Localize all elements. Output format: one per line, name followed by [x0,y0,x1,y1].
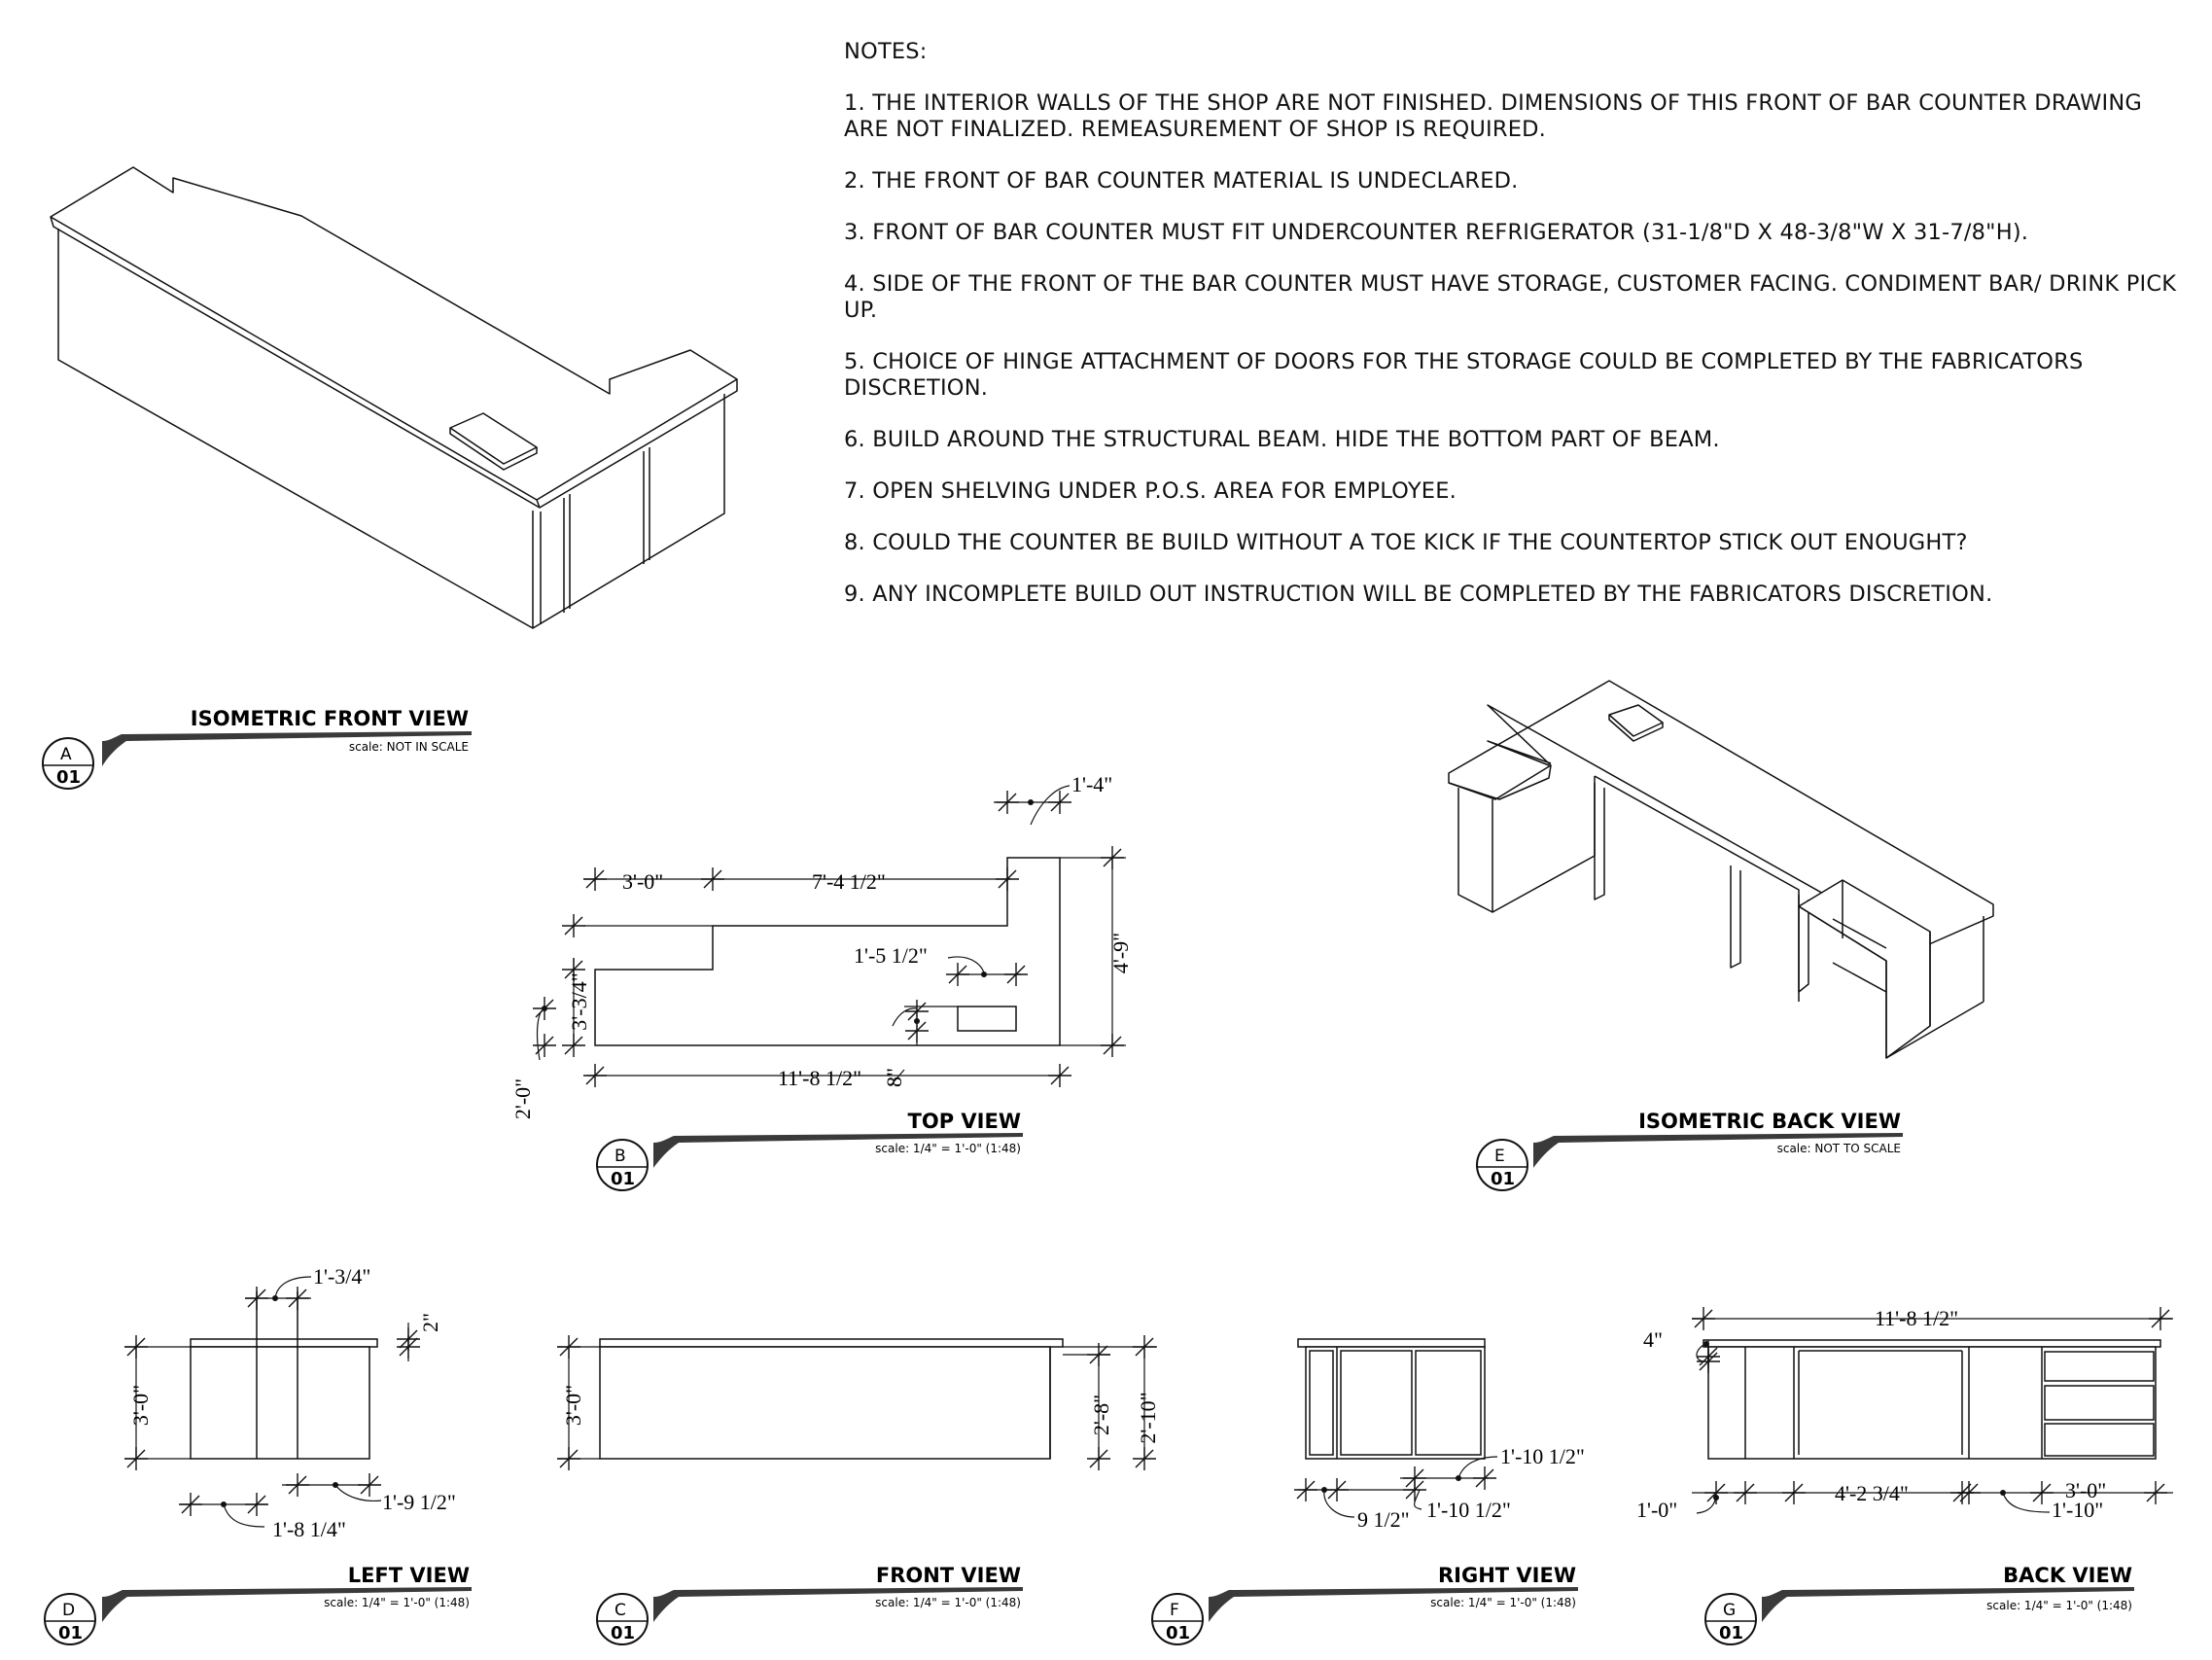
note-2: 2. THE FRONT OF BAR COUNTER MATERIAL IS UNDECLARED. [844,168,1519,194]
top-number: 01 [611,1169,636,1189]
notes-title: NOTES: [844,39,928,64]
note-8: 8. COULD THE COUNTER BE BUILD WITHOUT A TOE KICK IF THE COUNTERTOP STICK OUT ENOUGHT? [844,530,1968,555]
top-dim-4-9: 4'-9" [1108,932,1133,974]
title-block-top [597,1110,1023,1190]
front-scale: scale: 1/4" = 1'-0" (1:48) [875,1596,1021,1609]
isometric-back-drawing [1449,681,1993,1058]
left-scale: scale: 1/4" = 1'-0" (1:48) [324,1596,470,1609]
title-block-left [45,1564,472,1644]
top-dim-1-5: 1'-5 1/2" [854,943,928,968]
left-dim-2: 2" [418,1313,442,1332]
left-dim-1-8: 1'-8 1/4" [272,1517,346,1541]
back-dim-11-8: 11'-8 1/2" [1875,1306,1959,1330]
note-9: 9. ANY INCOMPLETE BUILD OUT INSTRUCTION WILL BE COMPLETED BY THE FABRICATORS DISCRETION. [844,582,1993,607]
front-view-drawing [557,1339,1157,1459]
iso-front-letter: A [60,745,72,764]
front-number: 01 [611,1623,636,1643]
front-title: FRONT VIEW [875,1564,1021,1587]
top-dim-7-4: 7'-4 1/2" [812,869,886,894]
top-dim-3-34: 3'-3/4" [567,972,591,1031]
note-3: 3. FRONT OF BAR COUNTER MUST FIT UNDERCOUNTER REFRIGERATOR (31-1/8"D X 48-3/8"W X 31-7/8"H). [844,220,2029,245]
title-block-iso-back [1477,1110,1903,1190]
right-dim-1-10b: 1'-10 1/2" [1426,1498,1511,1522]
top-scale: scale: 1/4" = 1'-0" (1:48) [875,1142,1021,1155]
front-dim-2-8: 2'-8" [1089,1394,1113,1436]
title-block-front [597,1564,1023,1644]
back-dim-4-2: 4'-2 3/4" [1835,1481,1909,1505]
top-title: TOP VIEW [907,1110,1021,1133]
top-dim-8: 8" [882,1068,906,1087]
iso-back-number: 01 [1491,1169,1516,1189]
iso-front-number: 01 [56,767,82,788]
front-dim-3-0: 3'-0" [561,1384,585,1427]
top-dim-1-4: 1'-4" [1071,772,1113,796]
right-letter: F [1170,1601,1179,1620]
title-block-iso-front [43,707,472,789]
left-letter: D [62,1601,76,1620]
left-title: LEFT VIEW [347,1564,470,1587]
iso-front-scale: scale: NOT IN SCALE [348,740,469,754]
front-dim-2-10: 2'-10" [1136,1392,1160,1444]
back-scale: scale: 1/4" = 1'-0" (1:48) [1986,1599,2132,1612]
left-number: 01 [58,1623,84,1643]
right-scale: scale: 1/4" = 1'-0" (1:48) [1430,1596,1576,1609]
note-7: 7. OPEN SHELVING UNDER P.O.S. AREA FOR EMPLOYEE. [844,478,1457,504]
iso-front-title: ISOMETRIC FRONT VIEW [190,707,469,730]
back-letter: G [1723,1601,1737,1620]
top-dim-11-8: 11'-8 1/2" [778,1066,862,1090]
back-dim-1-0: 1'-0" [1636,1498,1678,1522]
back-dim-4: 4" [1643,1327,1663,1352]
right-dim-9: 9 1/2" [1357,1507,1410,1532]
note-4: 4. SIDE OF THE FRONT OF THE BAR COUNTER MUST HAVE STORAGE, CUSTOMER FACING. CONDIMENT BAR/ DRINK PICK UP. [844,271,2177,323]
title-block-right [1152,1564,1578,1644]
back-title: BACK VIEW [2003,1564,2132,1587]
left-dim-3-0: 3'-0" [128,1384,153,1427]
back-number: 01 [1719,1623,1744,1643]
right-dim-1-10a: 1'-10 1/2" [1500,1444,1585,1468]
top-dim-2-0: 2'-0" [510,1077,535,1120]
note-6: 6. BUILD AROUND THE STRUCTURAL BEAM. HIDE THE BOTTOM PART OF BEAM. [844,427,1720,452]
back-dim-1-10: 1'-10" [2052,1498,2104,1522]
front-letter: C [614,1601,626,1620]
iso-back-scale: scale: NOT TO SCALE [1776,1142,1901,1155]
iso-back-letter: E [1494,1147,1505,1166]
top-letter: B [614,1147,626,1166]
isometric-front-drawing [51,167,737,628]
top-view-drawing [538,786,1126,1084]
note-1: 1. THE INTERIOR WALLS OF THE SHOP ARE NOT FINISHED. DIMENSIONS OF THIS FRONT OF BAR COUNTER DRAWING ARE NOT FINALIZED. REMEASUREMENT OF SHOP IS REQUIRED. [844,90,2143,142]
back-dim-3-0: 3'-0" [2065,1478,2107,1502]
note-5: 5. CHOICE OF HINGE ATTACHMENT OF DOORS FOR THE STORAGE COULD BE COMPLETED BY THE FABRICATORS DISCRETION. [844,349,2084,401]
left-dim-1-34: 1'-3/4" [313,1264,371,1289]
right-number: 01 [1166,1623,1191,1643]
top-dim-3-0: 3'-0" [622,869,664,894]
right-title: RIGHT VIEW [1437,1564,1576,1587]
left-dim-1-9: 1'-9 1/2" [382,1490,456,1514]
title-block-back [1705,1564,2134,1644]
iso-back-title: ISOMETRIC BACK VIEW [1638,1110,1901,1133]
